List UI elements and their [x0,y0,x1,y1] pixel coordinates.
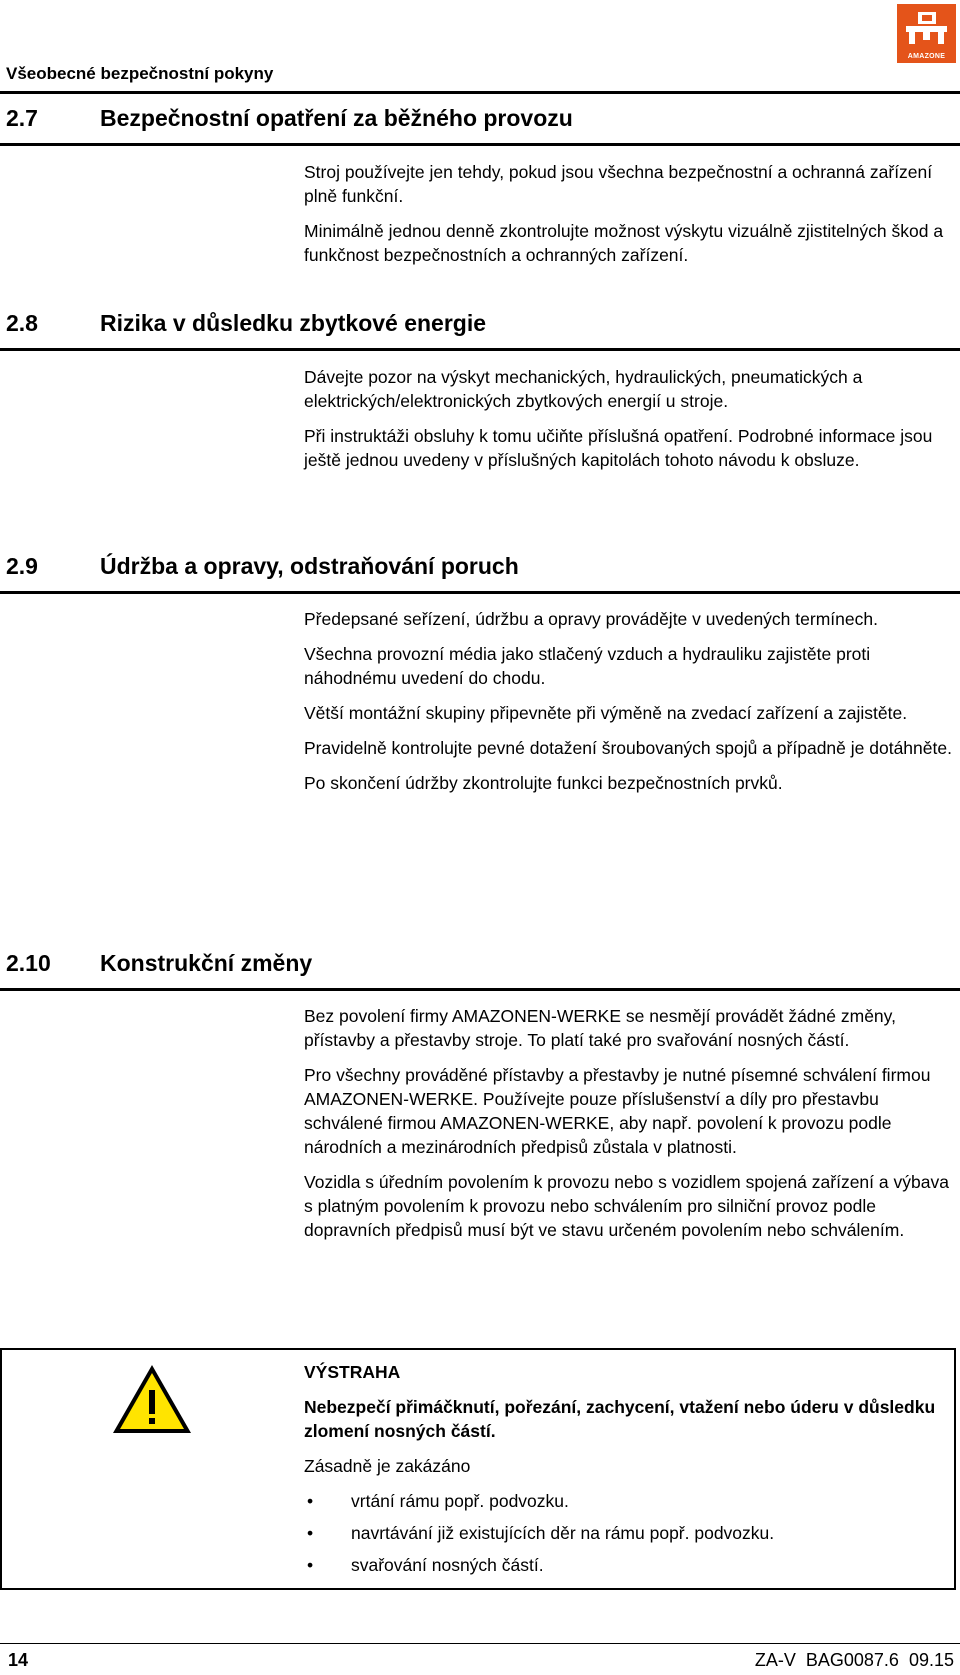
list-item-text: svařování nosných částí. [351,1555,544,1575]
section-2-10-body [304,1004,956,1253]
paragraph: Stroj používejte jen tehdy, pokud jsou všechna bezpečnostní a ochranná zařízení plně funkční. [304,162,933,206]
section-title: Bezpečnostní opatření za běžného provozu [100,105,573,131]
list-item-text: vrtání rámu popř. podvozku. [351,1491,569,1511]
paragraph: Předepsané seřízení, údržbu a opravy provádějte v uvedených termínech. [304,609,878,629]
warning-title: VÝSTRAHA [304,1362,401,1382]
paragraph: Při instruktáži obsluhy k tomu učiňte příslušná opatření. Podrobné informace jsou ještě jednou uvedeny v příslušných kapitolách tohoto návodu k obsluze. [304,426,933,470]
section-number: 2.9 [6,553,38,579]
section-number: 2.8 [6,310,38,336]
warning-subtitle: Nebezpečí přimáčknutí, pořezání, zachycení, vtažení nebo úderu v důsledku zlomení nosných částí. [304,1397,936,1441]
list-item [304,1489,944,1513]
header-title: Všeobecné bezpečnostní pokyny [6,64,274,83]
amazone-logo [897,4,956,63]
paragraph: Všechna provozní média jako stlačený vzduch a hydrauliku zajistěte proti náhodnému uvedení do chodu. [304,644,871,688]
list-item [304,1553,944,1577]
paragraph: Pro všechny prováděné přístavby a přestavby je nutné písemné schválení firmou AMAZONEN-WERKE. Používejte pouze příslušenství a díly pro přestavbu schválené firmou AMAZONEN-WERKE, aby např. povolení k provozu podle národních a mezinárodních předpisů zůstala v platnosti. [304,1065,931,1157]
paragraph: Vozidla s úředním povolením k provozu nebo s vozidlem spojená zařízení a výbava s platným povolením k provozu nebo schválením pro silniční provoz podle dopravních předpisů musí být ve stavu určeném povolením nebo schválením. [304,1172,949,1240]
section-rule [0,988,960,991]
warning-intro: Zásadně je zakázáno [304,1456,471,1476]
section-number: 2.10 [6,950,51,976]
section-number: 2.7 [6,105,38,131]
paragraph: Bez povolení firmy AMAZONEN-WERKE se nesmějí provádět žádné změny, přístavby a přestavby stroje. To platí také pro svařování nosných částí. [304,1006,896,1050]
section-rule [0,591,960,594]
section-title: Konstrukční změny [100,950,313,976]
logo-text: AMAZONE [907,53,946,60]
bullet-icon: • [307,1555,314,1575]
section-2-8-body [304,365,956,483]
page-number: 14 [8,1650,29,1670]
paragraph: Minimálně jednou denně zkontrolujte možnost výskytu vizuálně zjistitelných škod a funkčnost bezpečnostních a ochranných zařízení. [304,221,944,265]
paragraph: Po skončení údržby zkontrolujte funkci bezpečnostních prvků. [304,773,783,793]
logo-emblem-icon [903,8,950,46]
paragraph: Větší montážní skupiny připevněte při výměně na zvedací zařízení a zajistěte. [304,703,908,723]
bullet-icon: • [307,1491,314,1511]
paragraph: Dávejte pozor na výskyt mechanických, hydraulických, pneumatických a elektrických/elektronických zbytkových energií u stroje. [304,367,863,411]
list-item [304,1521,944,1545]
footer-rule [0,1643,960,1644]
warning-box [0,1348,956,1590]
header-rule [0,91,960,94]
list-item-text: navrtávání již existujících děr na rámu popř. podvozku. [351,1523,775,1543]
section-2-9-body [304,607,956,806]
section-rule [0,348,960,351]
bullet-icon: • [307,1523,314,1543]
warning-content [304,1360,944,1585]
section-rule [0,143,960,146]
paragraph: Pravidelně kontrolujte pevné dotažení šroubovaných spojů a případně je dotáhněte. [304,738,952,758]
section-title: Rizika v důsledku zbytkové energie [100,310,487,336]
document-id: ZA-V BAG0087.6 09.15 [754,1650,954,1670]
section-2-7-body [304,160,956,278]
warning-triangle-icon [110,1362,194,1441]
warning-list [304,1489,944,1577]
section-title: Údržba a opravy, odstraňování poruch [100,553,519,579]
